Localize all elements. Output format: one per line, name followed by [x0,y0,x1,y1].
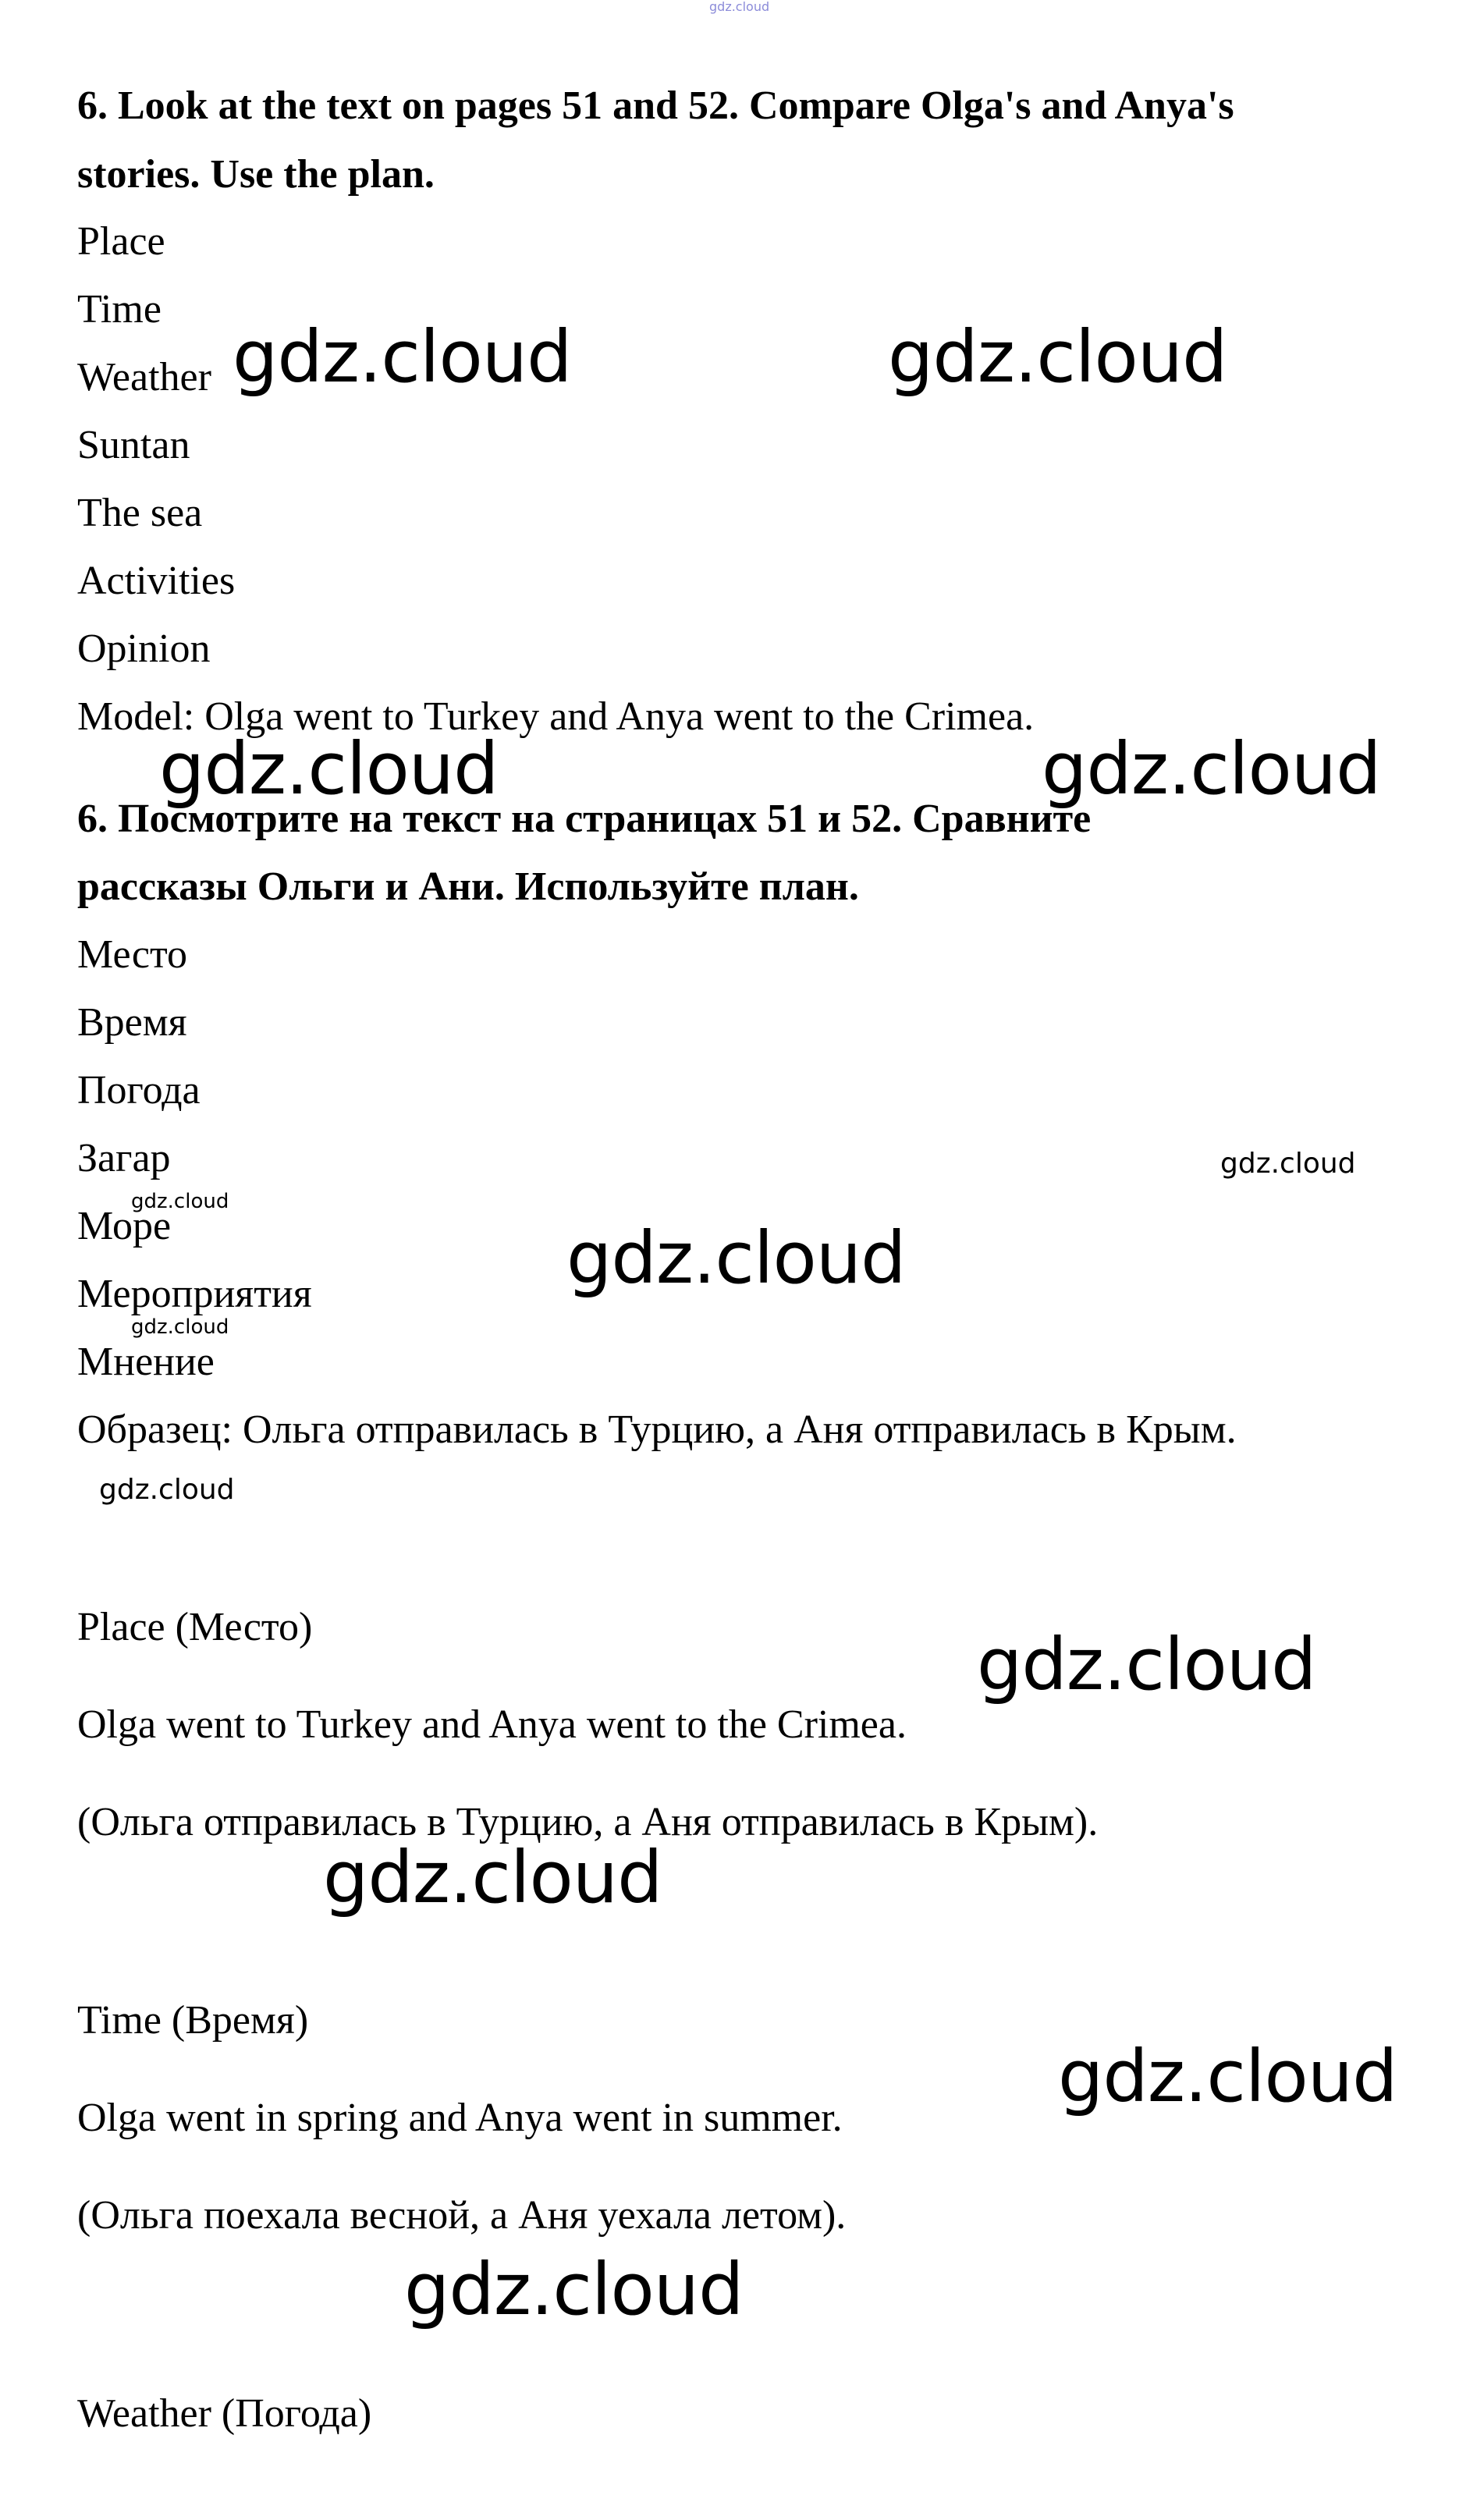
plan-item-ru: Время [77,1000,187,1045]
watermark: gdz.cloud [566,1216,906,1300]
watermark-top: gdz.cloud [709,0,770,14]
watermark: gdz.cloud [1042,727,1381,811]
plan-item-en: Time [77,287,162,332]
task-heading-ru-line1: 6. Посмотрите на текст на страницах 51 и 52. Сравните [77,797,1092,841]
watermark: gdz.cloud [404,2248,744,2331]
watermark: gdz.cloud [977,1623,1316,1706]
plan-item-en: Weather [77,355,211,399]
answer-title: Place (Место) [77,1605,313,1649]
watermark: gdz.cloud [131,1315,229,1339]
plan-item-en: Opinion [77,626,211,671]
plan-item-ru: Море [77,1204,172,1248]
model-sentence-ru: Образец: Ольга отправилась в Турцию, а Аня отправилась в Крым. [77,1407,1237,1452]
answer-ru: (Ольга поехала весной, а Аня уехала летом). [77,2193,847,2238]
watermark: gdz.cloud [888,315,1227,399]
answer-en: Olga went in spring and Anya went in summer. [77,2096,843,2140]
watermark: gdz.cloud [1220,1148,1356,1180]
task-heading-en-line1: 6. Look at the text on pages 51 and 52. Compare Olga's and Anya's [77,83,1234,128]
plan-item-ru: Мнение [77,1340,215,1384]
plan-item-ru: Мероприятия [77,1272,312,1316]
answer-en: Olga went to Turkey and Anya went to the Crimea. [77,1702,907,1747]
plan-item-en: Activities [77,559,236,603]
plan-item-en: The sea [77,491,203,535]
plan-item-en: Place [77,219,165,264]
plan-item-ru: Погода [77,1068,201,1113]
plan-item-en: Suntan [77,423,190,467]
model-sentence-en: Model: Olga went to Turkey and Anya went to the Crimea. [77,694,1035,739]
watermark: gdz.cloud [233,315,572,399]
task-heading-ru-line2: рассказы Ольги и Ани. Используйте план. [77,864,859,909]
watermark: gdz.cloud [1058,2035,1397,2118]
watermark: gdz.cloud [323,1836,662,1919]
answer-ru: (Ольга отправилась в Турцию, а Аня отправилась в Крым). [77,1800,1099,1844]
answer-title: Weather (Погода) [77,2391,372,2436]
task-heading-en-line2: stories. Use the plan. [77,152,435,197]
answer-title: Time (Время) [77,1998,309,2043]
watermark: gdz.cloud [159,727,499,811]
watermark: gdz.cloud [99,1474,235,1506]
plan-item-ru: Загар [77,1136,171,1180]
watermark: gdz.cloud [131,1190,229,1213]
plan-item-ru: Место [77,932,188,977]
